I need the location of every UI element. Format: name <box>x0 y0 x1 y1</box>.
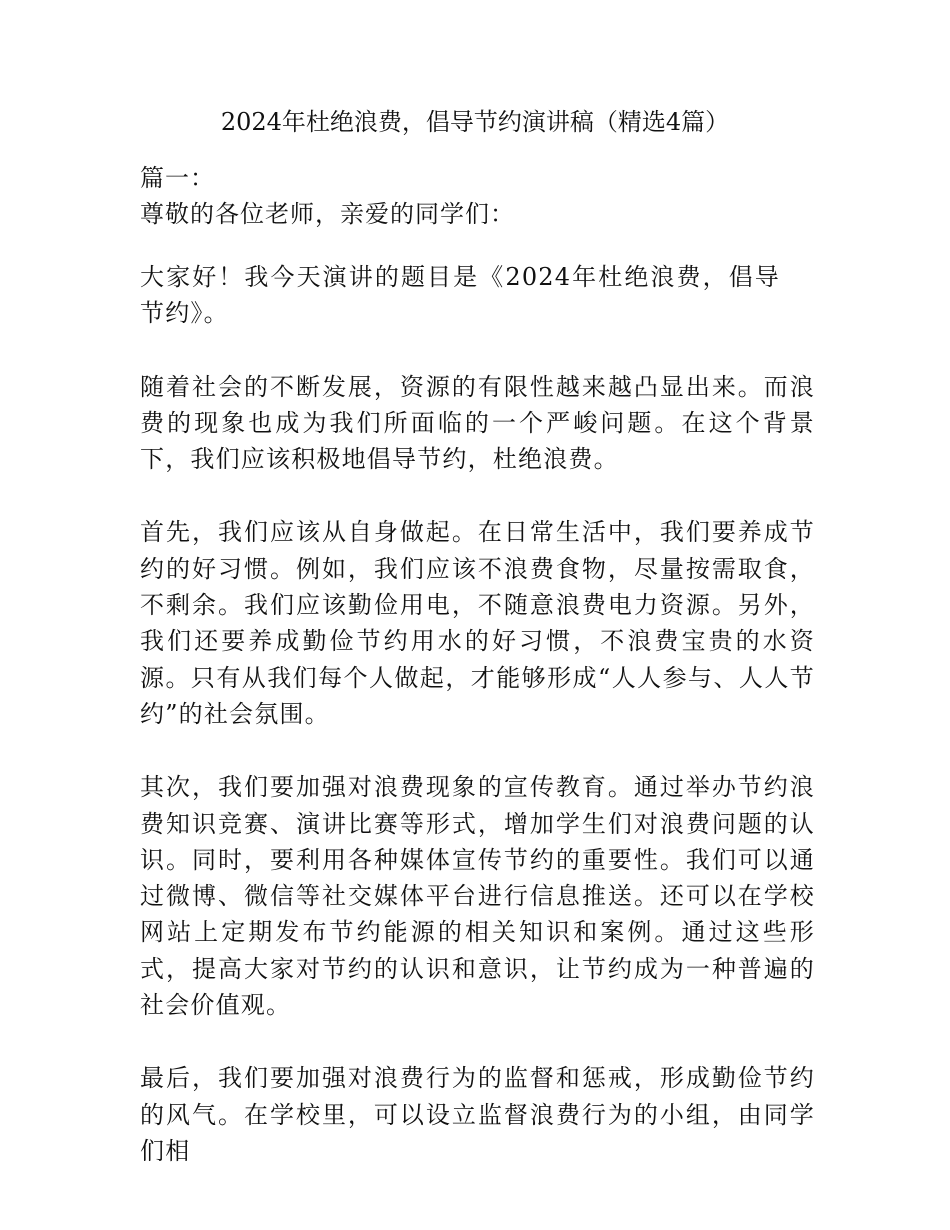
paragraph-second: 其次，我们要加强对浪费现象的宣传教育。通过举办节约浪费知识竞赛、演讲比赛等形式，增加学生们对浪费问题的认识。同时，要利用各种媒体宣传节约的重要性。我们可以通过微博、微信等社交媒体平台进行信息推送。还可以在学校网站上定期发布节约能源的相关知识和案例。通过这些形式，提高大家对节约的认识和意识，让节约成为一种普遍的社会价值观。 <box>140 773 815 1020</box>
document-title: 2024年杜绝浪费，倡导节约演讲稿（精选4篇） <box>220 108 730 136</box>
salutation: 尊敬的各位老师，亲爱的同学们： <box>140 200 515 228</box>
section-label: 篇一： <box>140 164 215 192</box>
document-page <box>140 104 815 1206</box>
paragraph-background: 随着社会的不断发展，资源的有限性越来越凸显出来。而浪费的现象也成为我们所面临的一个严峻问题。在这个背景下，我们应该积极地倡导节约，杜绝浪费。 <box>140 372 815 474</box>
paragraph-greeting: 大家好！我今天演讲的题目是《2024年杜绝浪费，倡导节约》。 <box>140 263 780 328</box>
paragraph-first: 首先，我们应该从自身做起。在日常生活中，我们要养成节约的好习惯。例如，我们应该不浪费食物，尽量按需取食，不剩余。我们应该勤俭用电，不随意浪费电力资源。另外，我们还要养成勤俭节约用水的好习惯，不浪费宝贵的水资源。只有从我们每个人做起，才能够形成“人人参与、人人节约”的社会氛围。 <box>140 518 815 728</box>
paragraph-last: 最后，我们要加强对浪费行为的监督和惩戒，形成勤俭节约的风气。在学校里，可以设立监督浪费行为的小组，由同学们相 <box>140 1064 815 1165</box>
